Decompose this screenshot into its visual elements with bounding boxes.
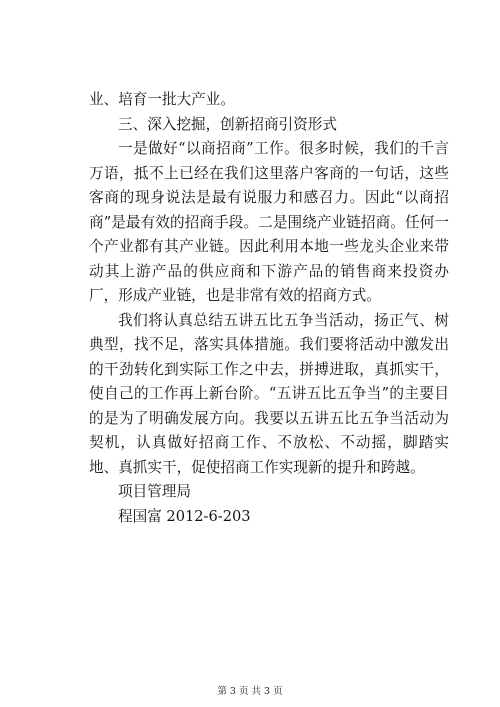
page-footer: 第 3 页 共 3 页 xyxy=(217,686,283,697)
section-heading: 三、深入挖掘，创新招商引资形式 xyxy=(118,115,337,133)
signature-department: 项目管理局 xyxy=(118,483,191,500)
paragraph-summary: 我们将认真总结五讲五比五争当活动，扬正气、树典型，找不足，落实具体措施。我们要将活动中激发出的干劲转化到实际工作之中去，拼搏进取，真抓实干，使自己的工作再上新台阶。“五讲五比五争当”的主要目的是为了明确发展方向。我要以五讲五比五争当活动为契机，认真做好招商工作、不放松、不动摇，脚踏实地、真抓实干，促使招商工作实现新的提升和跨越。 xyxy=(89,311,449,476)
paragraph-continuation: 业、培育一批大产业。 xyxy=(89,91,235,108)
signature-name-date: 程国富 2012-6-203 xyxy=(118,507,251,525)
document-body xyxy=(89,88,449,529)
paragraph-investment-methods: 一是做好“以商招商”工作。很多时候，我们的千言万语，抵不上已经在我们这里落户客商的一句话，这些客商的现身说法是最有说服力和感召力。因此“以商招商”是最有效的招商手段。二是围绕产业链招商。任何一个产业都有其产业链。因此利用本地一些龙头企业来带动其上游产品的供应商和下游产品的销售商来投资办厂，形成产业链，也是非常有效的招商方式。 xyxy=(89,140,449,304)
